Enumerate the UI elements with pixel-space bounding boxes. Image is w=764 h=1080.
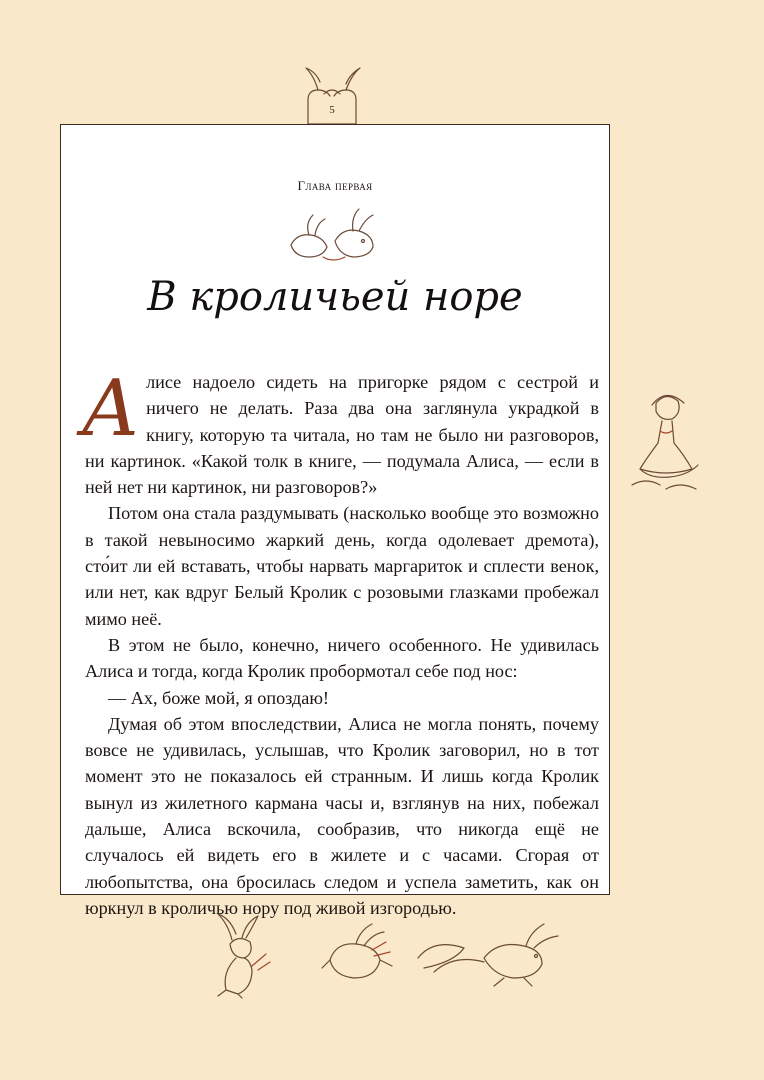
paragraph-4: — Ах, боже мой, я опоздаю!: [108, 687, 329, 708]
paragraph-2: Потом она стала раздумывать (насколько вообще это возможно в такой невыносимо жаркий день, когда одолевает дремота), сто́ит ли ей вставать, чтобы нарвать маргариток и сплести венок, или нет, как вдруг Белый Кролик с розовыми глазками пробежал мимо неё.: [85, 503, 599, 629]
chapter-title: В кроличьей норе: [147, 274, 523, 320]
page-number: 5: [329, 104, 335, 116]
paragraph-5: Думая об этом впоследствии, Алиса не могла понять, почему вовсе не удивилась, услышав, что Кролик заговорил, но в тот момент это не показалось ей странным. И лишь когда Кролик вынул из жилетного кармана часы и, взглянув на них, побежал дальше, Алиса вскочила, сообразив, что никогда ещё не случалось ей видеть его в жилете и с часами. Сгорая от любопытства, она бросилась следом и успела заметить, как он юркнул в кроличью нору под живой изгородью.: [85, 713, 599, 918]
paragraph-1-text: лисе надоело сидеть на пригорке рядом с сестрой и ничего не делать. Раза два она заглянула украдкой в книгу, которую та читала, но там не было ни разговоров, ни картинок. «Какой толк в книге, — подумала Алиса, — если в ней нет ни картинок, ни разговоров?»: [85, 372, 599, 498]
drop-cap: А: [81, 364, 141, 454]
page-number-emblem: [296, 64, 368, 126]
alice-sitting-illustration-icon: [626, 385, 706, 495]
rabbit-tumbling-illustration-icon: [320, 920, 400, 990]
rabbit-running-illustration-icon: [414, 918, 564, 988]
rabbits-vignette-icon: [283, 205, 383, 267]
rabbit-ears-emblem-icon: [296, 64, 368, 126]
page-frame: [60, 124, 610, 918]
text-body: [81, 364, 599, 921]
rabbit-standing-illustration-icon: [208, 910, 278, 1000]
paragraph-3: В этом не было, конечно, ничего особенного. Не удивилась Алиса и тогда, когда Кролик пробормотал себе под нос:: [85, 634, 599, 682]
paragraph-1: [81, 364, 599, 500]
chapter-label: Глава первая: [297, 178, 373, 193]
